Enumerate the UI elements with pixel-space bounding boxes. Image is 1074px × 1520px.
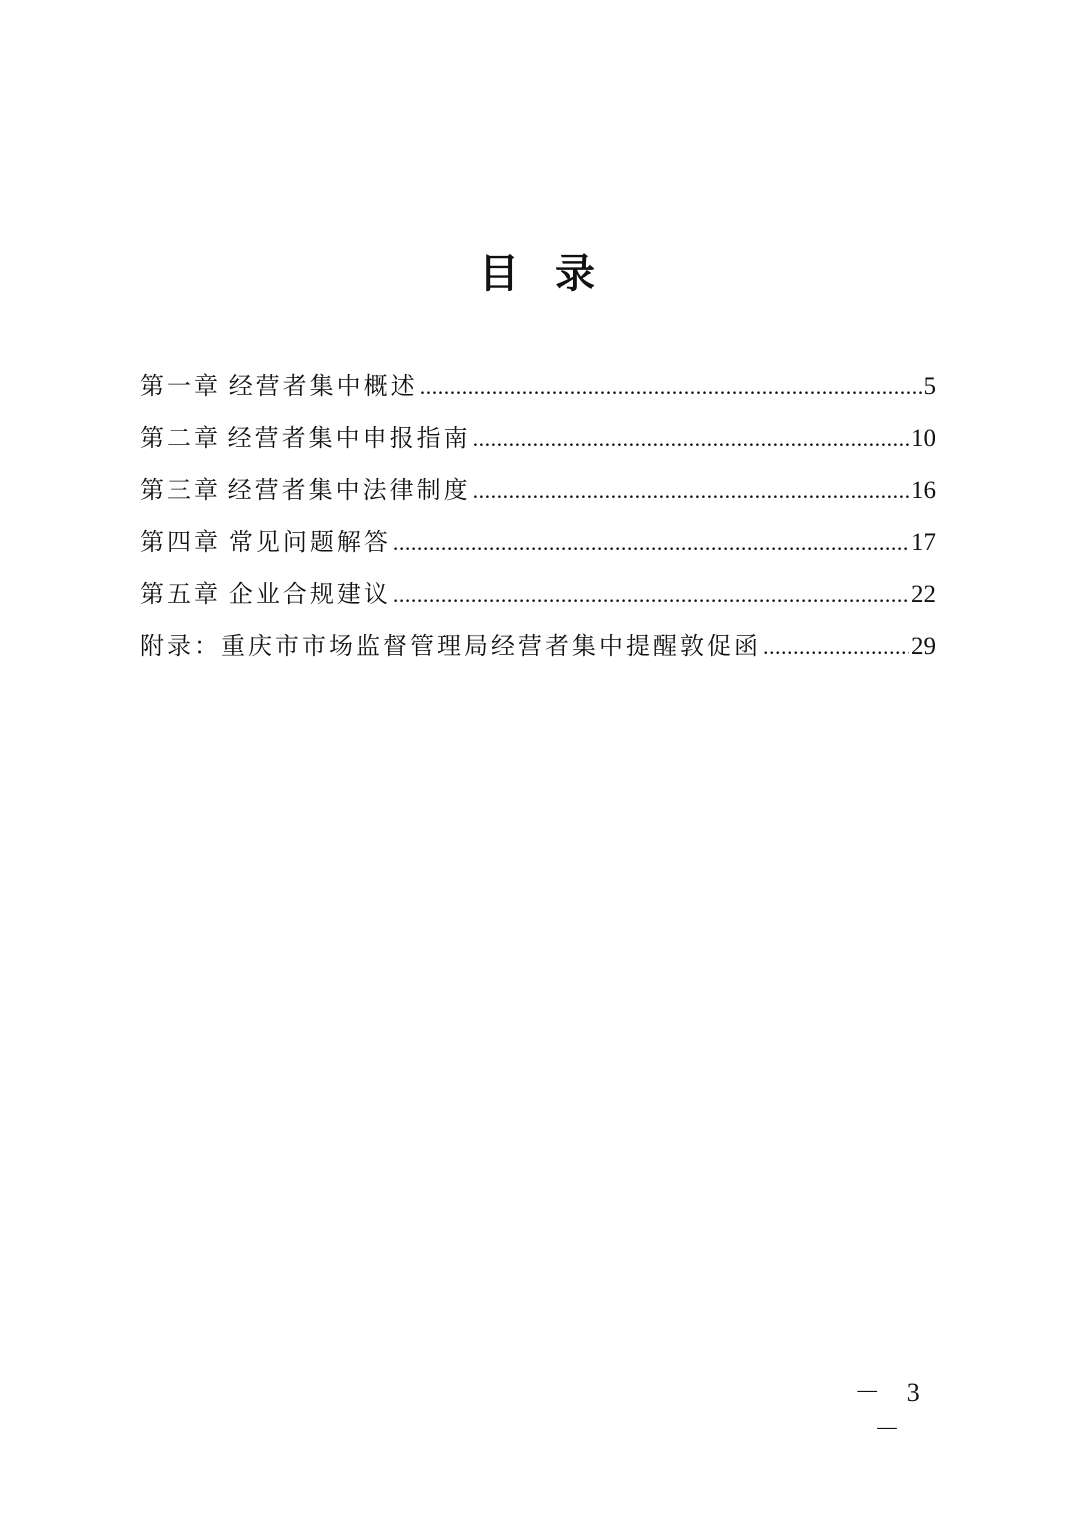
toc-dot-leader bbox=[473, 417, 909, 461]
toc-entry-appendix[interactable] bbox=[140, 624, 936, 676]
toc-chapter-label: 附录： bbox=[140, 632, 221, 660]
toc-dot-leader bbox=[393, 521, 909, 565]
toc-entry-title: 经营者集中法律制度 bbox=[227, 476, 471, 504]
toc-page-number: 22 bbox=[911, 581, 936, 608]
toc-page-number: 10 bbox=[911, 425, 936, 452]
page-title: 目录 bbox=[479, 250, 631, 297]
toc-page-number: 29 bbox=[911, 633, 936, 660]
toc-entry-title: 重庆市市场监督管理局经营者集中提醒敦促函 bbox=[221, 632, 761, 660]
toc-page-number: 5 bbox=[923, 373, 936, 400]
toc-chapter-label: 第五章 bbox=[140, 580, 221, 608]
toc-entry-title: 常见问题解答 bbox=[228, 528, 391, 556]
toc-page-number: 16 bbox=[911, 477, 936, 504]
toc-entry-title: 经营者集中概述 bbox=[228, 372, 418, 400]
toc-entry-chapter-4[interactable] bbox=[140, 520, 936, 572]
toc-dot-leader bbox=[420, 365, 922, 409]
toc-dot-leader bbox=[393, 573, 909, 617]
toc-entry-title: 企业合规建议 bbox=[228, 580, 391, 608]
toc-chapter-label: 第三章 bbox=[140, 476, 221, 504]
toc-entry-chapter-1[interactable] bbox=[140, 364, 936, 416]
toc-dot-leader bbox=[473, 469, 909, 513]
toc-entry-title: 经营者集中申报指南 bbox=[227, 424, 471, 452]
toc-chapter-label: 第四章 bbox=[140, 528, 221, 556]
toc-dot-leader bbox=[763, 625, 909, 669]
toc-entry-chapter-3[interactable] bbox=[140, 468, 936, 520]
table-of-contents bbox=[140, 364, 936, 676]
toc-chapter-label: 第一章 bbox=[140, 372, 221, 400]
toc-entry-chapter-2[interactable] bbox=[140, 416, 936, 468]
toc-page-number: 17 bbox=[911, 529, 936, 556]
toc-entry-chapter-5[interactable] bbox=[140, 572, 936, 624]
toc-chapter-label: 第二章 bbox=[140, 424, 221, 452]
page-footer-number: － 3 － bbox=[854, 1378, 930, 1444]
